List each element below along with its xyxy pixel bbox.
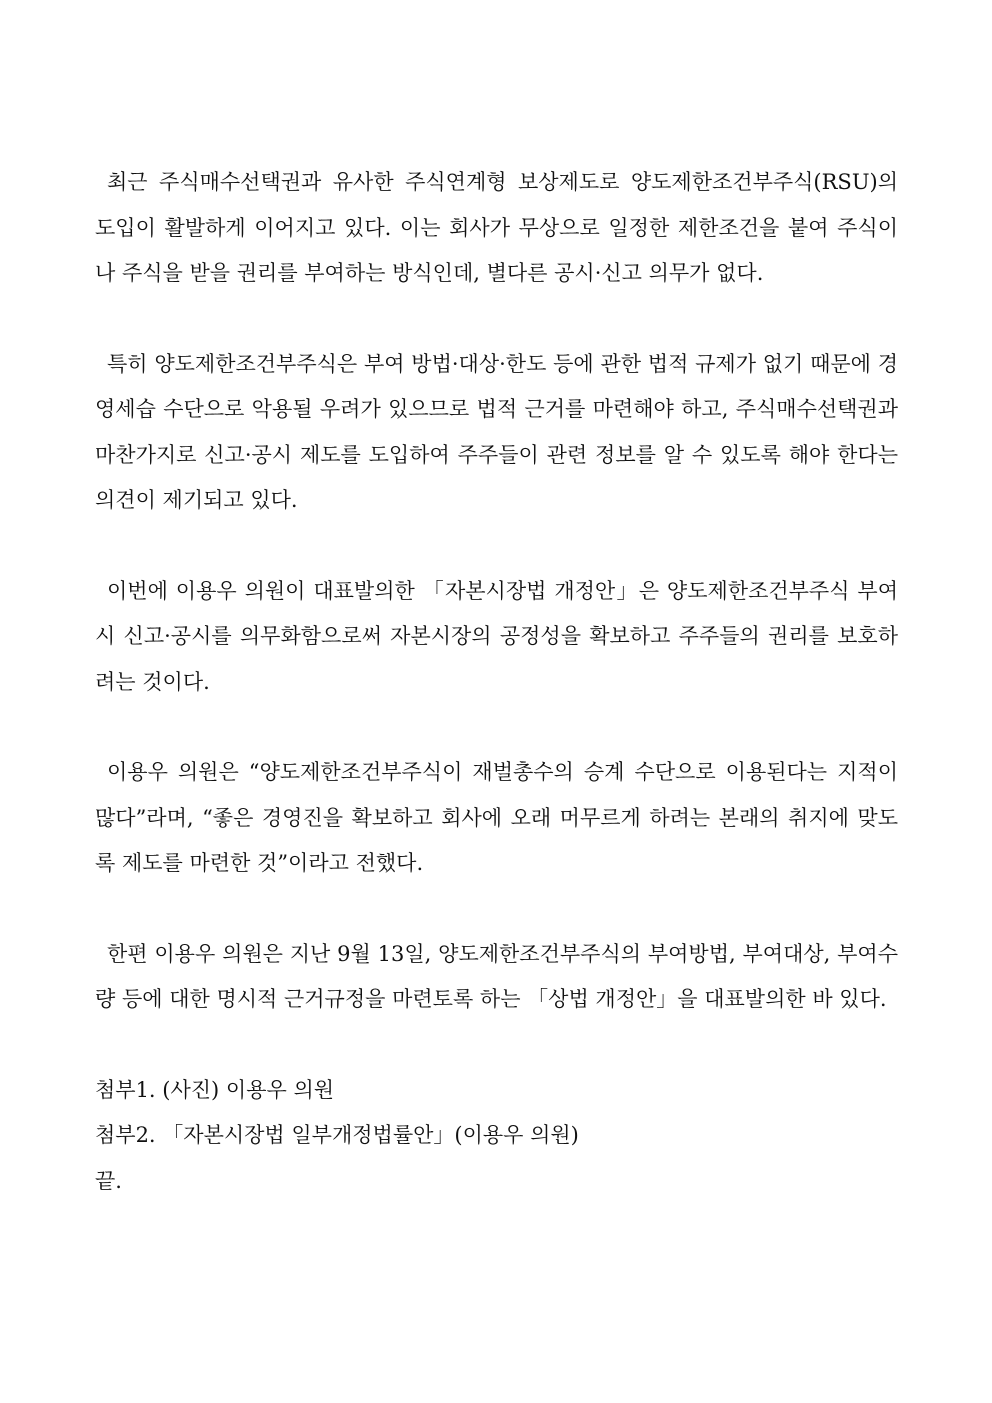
attachment-item-photo: 첨부1. (사진) 이용우 의원: [95, 1077, 335, 1102]
end-mark: 끝.: [95, 1168, 122, 1193]
paragraph-rsu-introduction: 최근 주식매수선택권과 유사한 주식연계형 보상제도로 양도제한조건부주식(RSU)의 도입이 활발하게 이어지고 있다. 이는 회사가 무상으로 일정한 제한조건을 붙여 주식이나 주식을 받을 권리를 부여하는 방식인데, 별다른 공시·신고 의무가 없다.: [95, 170, 898, 285]
paragraph-commercial-act-bill: 한편 이용우 의원은 지난 9월 13일, 양도제한조건부주식의 부여방법, 부여대상, 부여수량 등에 대한 명시적 근거규정을 마련토록 하는 「상법 개정안」을 대표발의한 바 있다.: [95, 941, 898, 1011]
press-release-body: [95, 160, 898, 1204]
attachment-item-bill: 첨부2. 「자본시장법 일부개정법률안」(이용우 의원): [95, 1123, 579, 1147]
attachment-list: [95, 1068, 898, 1205]
paragraph-lawmaker-quote: 이용우 의원은 “양도제한조건부주식이 재벌총수의 승계 수단으로 이용된다는 지적이 많다”라며, “좋은 경영진을 확보하고 회사에 오래 머무르게 하려는 본래의 취지에 맞도록 제도를 마련한 것”이라고 전했다.: [95, 760, 898, 875]
paragraph-bill-purpose: 이번에 이용우 의원이 대표발의한 「자본시장법 개정안」은 양도제한조건부주식 부여 시 신고·공시를 의무화함으로써 자본시장의 공정성을 확보하고 주주들의 권리를 보호하려는 것이다.: [95, 578, 898, 694]
paragraph-regulation-concern: 특히 양도제한조건부주식은 부여 방법·대상·한도 등에 관한 법적 규제가 없기 때문에 경영세습 수단으로 악용될 우려가 있으므로 법적 근거를 마련해야 하고, 주식매수선택권과 마찬가지로 신고·공시 제도를 도입하여 주주들이 관련 정보를 알 수 있도록 해야 한다는 의견이 제기되고 있다.: [95, 351, 898, 512]
